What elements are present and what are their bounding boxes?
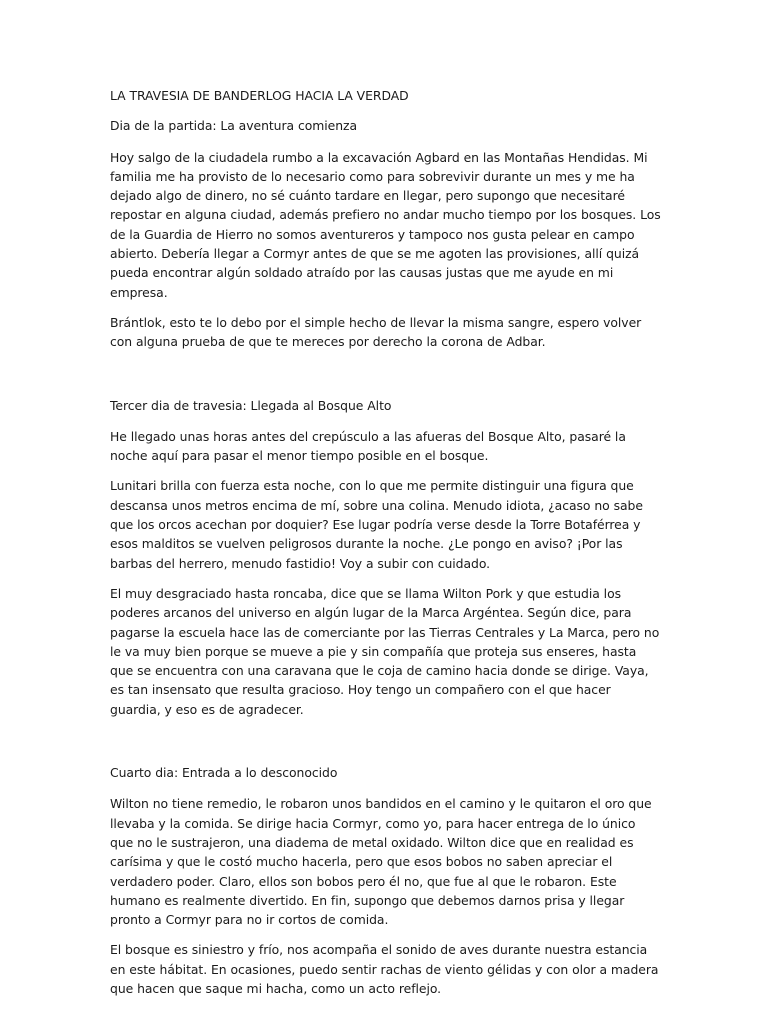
section-heading: Cuarto dia: Entrada a lo desconocido	[110, 765, 338, 781]
paragraph: El muy desgraciado hasta roncaba, dice que se llama Wilton Pork y que estudia los poderes arcanos del universo en algún lugar de la Marca Argéntea. Según dice, para pagarse la escuela hace las de comerciante por las Tierras Centrales y La Marca, pero no le va muy bien porque se mueve a pie y sin compañía que proteja sus enseres, hasta que se encuentra con una caravana que le coja de camino hacia donde se dirige. Vaya, es tan insensato que resulta gracioso. Hoy tengo un compañero con el que hacer guardia, y eso es de agradecer.	[110, 585, 660, 717]
section-spacer	[110, 363, 662, 396]
paragraph: El bosque es siniestro y frío, nos acompaña el sonido de aves durante nuestra estancia en este hábitat. En ocasiones, puedo sentir rachas de viento gélidas y con olor a madera que hacen que saque mi hacha, como un acto reflejo.	[110, 942, 659, 996]
paragraph: Brántlok, esto te lo debo por el simple hecho de llevar la misma sangre, espero volver con alguna prueba de que te mereces por derecho la corona de Adbar.	[110, 314, 642, 350]
section-spacer	[110, 730, 662, 763]
section-heading: Dia de la partida: La aventura comienza	[110, 118, 358, 134]
document-body	[110, 86, 662, 1009]
paragraph: He llegado unas horas antes del crepúsculo a las afueras del Bosque Alto, pasaré la noche aquí para pasar el menor tiempo posible en el bosque.	[110, 428, 626, 464]
paragraph: Wilton no tiene remedio, le robaron unos bandidos en el camino y le quitaron el oro que llevaba y la comida. Se dirige hacia Cormyr, como yo, para hacer entrega de lo único que no le sustrajeron, una diadema de metal oxidado. Wilton dice que en realidad es carísima y que le costó mucho hacerla, pero que esos bobos no saben apreciar el verdadero poder. Claro, ellos son bobos pero él no, que fue al que le robaron. Este humano es realmente divertido. En fin, supongo que debemos darnos prisa y llegar pronto a Cormyr para no ir cortos de comida.	[110, 796, 652, 928]
paragraph: Lunitari brilla con fuerza esta noche, con lo que me permite distinguir una figura que descansa unos metros encima de mí, sobre una colina. Menudo idiota, ¿acaso no sabe que los orcos acechan por doquier? Ese lugar podría verse desde la Torre Botaférrea y esos malditos se vuelven peligrosos durante la noche. ¿Le pongo en aviso? ¡Por las barbas del herrero, menudo fastidio! Voy a subir con cuidado.	[110, 478, 643, 571]
document-title: LA TRAVESIA DE BANDERLOG HACIA LA VERDAD	[110, 88, 409, 103]
section-heading: Tercer dia de travesia: Llegada al Bosque Alto	[110, 397, 392, 413]
paragraph: Hoy salgo de la ciudadela rumbo a la excavación Agbard en las Montañas Hendidas. Mi familia me ha provisto de lo necesario como para sobrevivir durante un mes y me ha dejado algo de dinero, no sé cuánto tardare en llegar, pero supongo que necesitaré repostar en alguna ciudad, además prefiero no andar mucho tiempo por los bosques. Los de la Guardia de Hierro no somos aventureros y tampoco nos gusta pelear en campo abierto. Debería llegar a Cormyr antes de que se me agoten las provisiones, allí quizá pueda encontrar algún soldado atraído por las causas justas que me ayude en mi empresa.	[110, 149, 661, 300]
